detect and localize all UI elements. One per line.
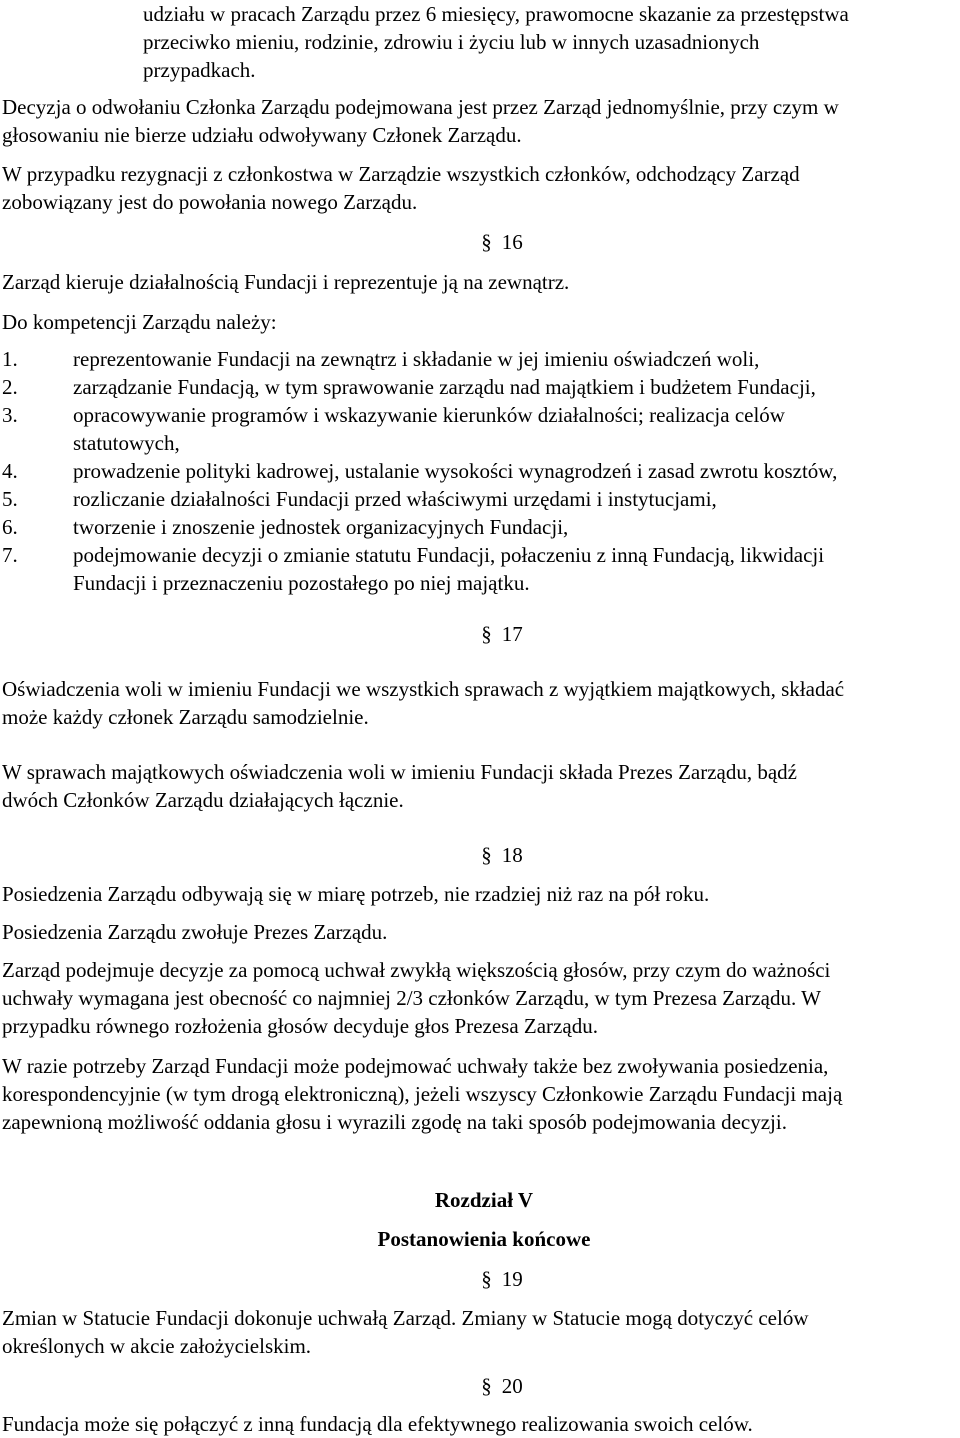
paragraph-statute-changes: Zmian w Statucie Fundacji dokonuje uchwałą Zarząd. Zmiany w Statucie mogą dotyczyć celów określonych w akcie założycielskim. bbox=[2, 1306, 809, 1358]
list-item: 1. reprezentowanie Fundacji na zewnątrz i składanie w jej imieniu oświadczeń woli, bbox=[2, 347, 760, 371]
paragraph-board-manages: Zarząd kieruje działalnością Fundacji i reprezentuje ją na zewnątrz. bbox=[2, 270, 570, 294]
paragraph-continued-grounds: udziału w pracach Zarządu przez 6 miesięcy, prawomocne skazanie za przestępstwa przeciwko mieniu, rodzinie, zdrowiu i życiu lub w innych uzasadnionych przypadkach. bbox=[143, 2, 849, 82]
section-number: 20 bbox=[501, 1374, 523, 1398]
paragraph-declarations-of-will: Oświadczenia woli w imieniu Fundacji we wszystkich sprawach z wyjątkiem majątkowych, składać może każdy członek Zarządu samodzielnie. bbox=[2, 677, 845, 729]
list-item: 2. zarządzanie Fundacją, w tym sprawowanie zarządu nad majątkiem i budżetem Fundacji, bbox=[2, 375, 816, 399]
section-symbol: § bbox=[481, 1374, 492, 1398]
list-item: 6. tworzenie i znoszenie jednostek organizacyjnych Fundacji, bbox=[2, 515, 569, 539]
section-heading-16 bbox=[0, 228, 960, 256]
section-number: 16 bbox=[501, 230, 523, 254]
paragraph-remote-resolutions: W razie potrzeby Zarząd Fundacji może podejmować uchwały także bez zwoływania posiedzenia, korespondencyjnie (w tym drogą elektroniczną), jeżeli wszyscy Członkowie Zarządu Fundacji mają zapewnioną możliwość oddania głosu i wyrazili zgodę na taki sposób podejmowania decyzji. bbox=[2, 1054, 843, 1134]
paragraph-meetings-frequency: Posiedzenia Zarządu odbywają się w miarę potrzeb, nie rzadziej niż raz na pół roku. bbox=[2, 882, 710, 906]
list-item: 4. prowadzenie polityki kadrowej, ustalanie wysokości wynagrodzeń i zasad zwrotu kosztów, bbox=[2, 459, 838, 483]
section-heading-17 bbox=[0, 620, 960, 648]
section-heading-20 bbox=[0, 1372, 960, 1400]
list-item: 3. opracowywanie programów i wskazywanie kierunków działalności; realizacja celów statutowych, bbox=[2, 403, 785, 455]
section-symbol: § bbox=[481, 230, 492, 254]
paragraph-board-resignation: W przypadku rezygnacji z członkostwa w Zarządzie wszystkich członków, odchodzący Zarząd zobowiązany jest do powołania nowego Zarządu. bbox=[2, 162, 800, 214]
section-number: 19 bbox=[501, 1267, 523, 1291]
paragraph-resolutions-majority: Zarząd podejmuje decyzje za pomocą uchwał zwykłą większością głosów, przy czym do ważności uchwały wymagana jest obecność co najmniej 2/3 członków Zarządu, w tym Prezesa Zarządu. W przypadku równego rozłożenia głosów decyduje głos Prezesa Zarządu. bbox=[2, 958, 831, 1038]
section-symbol: § bbox=[481, 1267, 492, 1291]
chapter-label: Rozdział V bbox=[434, 1188, 534, 1212]
section-symbol: § bbox=[481, 622, 492, 646]
list-item: 7. podejmowanie decyzji o zmianie statutu Fundacji, połaczeniu z inną Fundacją, likwidacji Fundacji i przeznaczeniu pozostałego po niej majątku. bbox=[2, 543, 825, 595]
paragraph-meetings-convened: Posiedzenia Zarządu zwołuje Prezes Zarządu. bbox=[2, 920, 388, 944]
paragraph-merger: Fundacja może się połączyć z inną fundacją dla efektywnego realizowania swoich celów. bbox=[2, 1412, 753, 1436]
list-item: 5. rozliczanie działalności Fundacji przed właściwymi urzędami i instytucjami, bbox=[2, 487, 717, 511]
board-competences-list bbox=[2, 345, 958, 597]
section-number: 17 bbox=[501, 622, 523, 646]
section-heading-18 bbox=[0, 841, 960, 869]
paragraph-property-matters: W sprawach majątkowych oświadczenia woli w imieniu Fundacji składa Prezes Zarządu, bądź dwóch Członków Zarządu działających łącznie. bbox=[2, 760, 798, 812]
section-heading-19 bbox=[0, 1265, 960, 1293]
section-number: 18 bbox=[501, 843, 523, 867]
section-symbol: § bbox=[481, 843, 492, 867]
chapter-title: Postanowienia końcowe bbox=[377, 1227, 591, 1251]
paragraph-board-competences-intro: Do kompetencji Zarządu należy: bbox=[2, 310, 277, 334]
paragraph-recall-decision: Decyzja o odwołaniu Członka Zarządu podejmowana jest przez Zarząd jednomyślnie, przy czym w głosowaniu nie bierze udziału odwoływany Członek Zarządu. bbox=[2, 95, 839, 147]
